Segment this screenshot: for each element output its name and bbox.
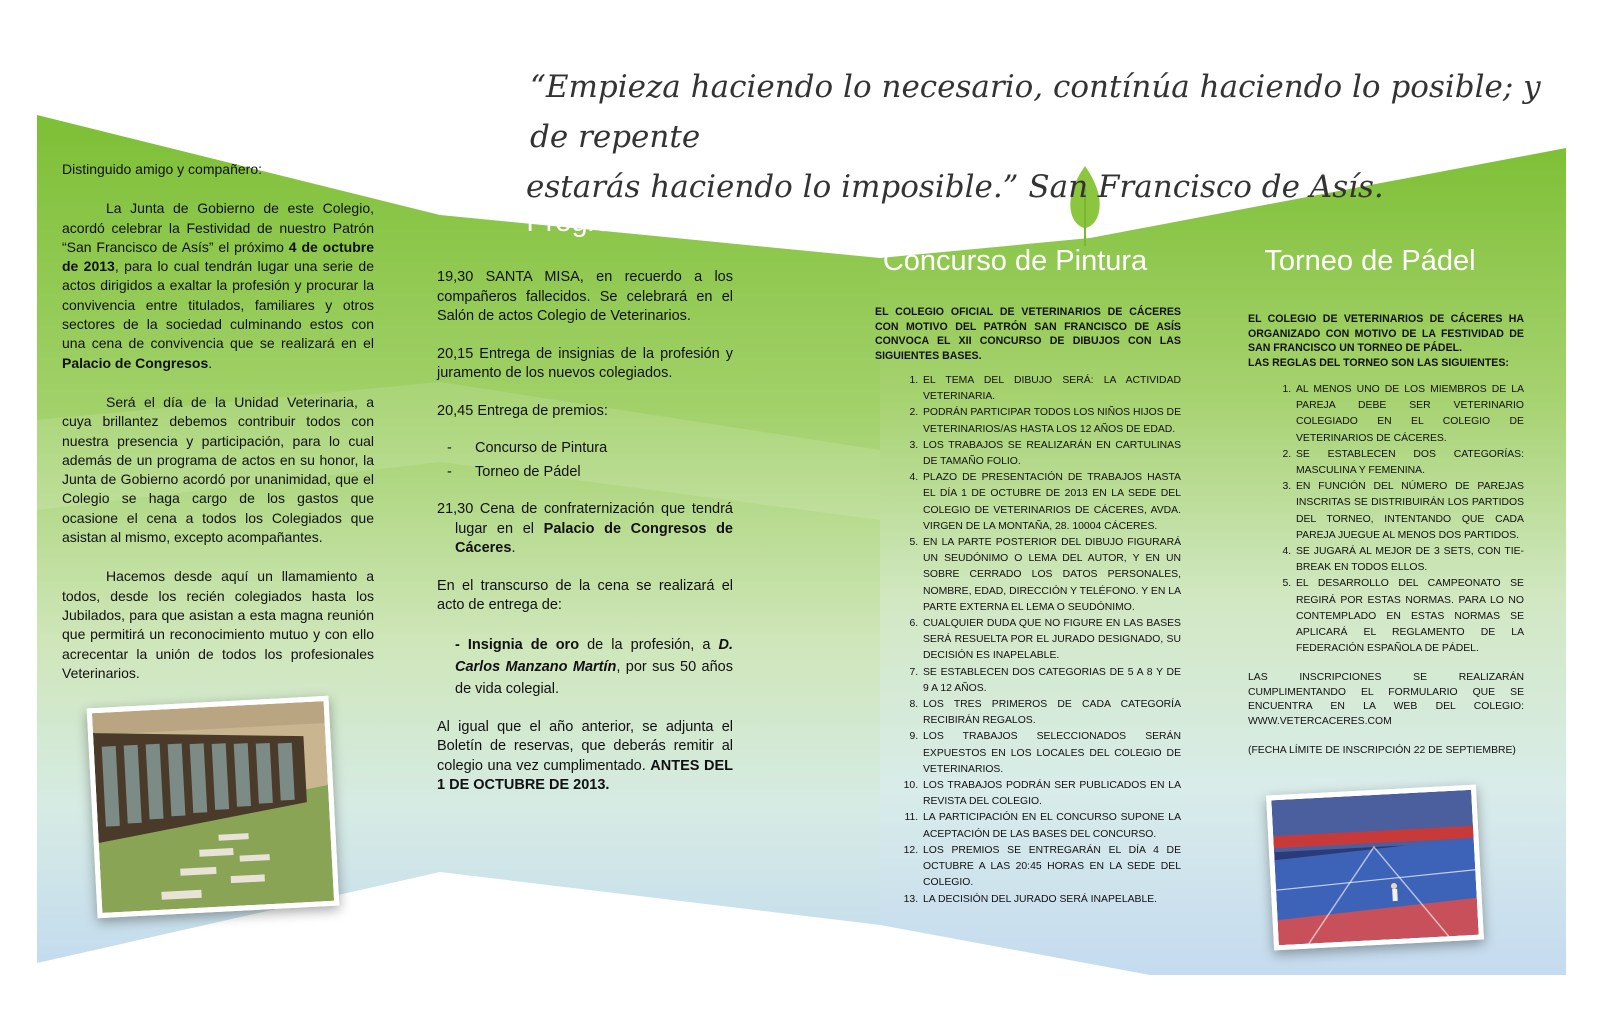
quote-san-francisco [526, 62, 1550, 212]
rule-item: 3. EN FUNCIÓN DEL NÚMERO DE PAREJAS INSCRITAS SE DISTRIBUIRÁN LOS PARTIDOS DEL TORNEO, INTENTANDO QUE CADA PAREJA JUEGUE AL MENOS DOS PARTIDOS. [1294, 479, 1524, 544]
premios-list-item [447, 463, 733, 483]
rule-item: 5. EN LA PARTE POSTERIOR DEL DIBUJO FIGURARÁ UN SEUDÓNIMO O LEMA DEL AUTOR, Y EN UN SOBRE CERRADO LOS DATOS PERSONALES, NOMBRE, EDAD, DIRECCIÓN Y TELÉFONO. Y EN LA PARTE EXTERNA EL LEMA O SEUDÓNIMO. [921, 535, 1181, 616]
torneo-column [1248, 312, 1524, 760]
cena-text: 21,30 Cena de confraternización que tendrá lugar en el [437, 501, 733, 537]
cena-end: . [511, 540, 516, 556]
rule-item: 2. SE ESTABLECEN DOS CATEGORÍAS: MASCULINA Y FEMENINA. [1294, 447, 1524, 479]
letter-column [62, 160, 374, 683]
rule-item: 1. AL MENOS UNO DE LOS MIEMBROS DE LA PAREJA DEBE SER VETERINARIO COLEGIADO EN EL COLEGIO DE VETERINARIOS DE CÁCERES. [1294, 382, 1524, 447]
programa-cena-entrega: En el transcurso de la cena se realizará el acto de entrega de: [437, 577, 733, 613]
rule-item: 7. SE ESTABLECEN DOS CATEGORIAS DE 5 A 8 Y DE 9 A 12 AÑOS. [921, 665, 1181, 697]
rule-item: 12. LOS PREMIOS SE ENTREGARÁN EL DÍA 4 DE OCTUBRE A LAS 20:45 HORAS EN LA SEDE DEL COLEGIO. [921, 843, 1181, 892]
rule-item: 2. PODRÁN PARTICIPAR TODOS LOS NIÑOS HIJOS DE VETERINARIOS/AS HASTA LOS 12 AÑOS DE EDAD. [921, 405, 1181, 437]
rule-item: 11. LA PARTICIPACIÓN EN EL CONCURSO SUPONE LA ACEPTACIÓN DE LAS BASES DEL CONCURSO. [921, 810, 1181, 842]
rule-item: 10. LOS TRABAJOS PODRÁN SER PUBLICADOS EN LA REVISTA DEL COLEGIO. [921, 778, 1181, 810]
programa-insignia-oro [437, 634, 733, 700]
letter-p1-text: La Junta de Gobierno de este Colegio, acordó celebrar la Festividad de nuestro Patrón “San Francisco de Asís” el próximo [62, 200, 374, 255]
programa-item-premios: 20,45 Entrega de premios: [437, 402, 608, 419]
letter-p1-end: . [208, 354, 213, 371]
concurso-title: Concurso de Pintura [882, 245, 1148, 277]
rule-item: 3. LOS TRABAJOS SE REALIZARÁN EN CARTULINAS DE TAMAÑO FOLIO. [921, 438, 1181, 470]
premio-torneo-padel: Torneo de Pádel [475, 463, 581, 480]
torneo-intro: EL COLEGIO DE VETERINARIOS DE CÁCERES HA ORGANIZADO CON MOTIVO DE LA FESTIVIDAD DE SAN FRANCISCO UN TORNEO DE PÁDEL. [1248, 313, 1524, 354]
quote-line-1: “Empieza haciendo lo necesario, contínúa haciendo lo posible; y de repente [530, 69, 1541, 155]
letter-paragraph-3: Hacemos desde aquí un llamamiento a todos, desde los recién colegiados hasta los Jubilados, para que asistan a esta magna reunión que permitirá un reconocimiento mutuo y con ello acrecentar la unión de todos los profesionales Veterinarios. [62, 568, 374, 681]
rule-item: 9. LOS TRABAJOS SELECCIONADOS SERÁN EXPUESTOS EN LOS LOCALES DEL COLEGIO DE VETERINARIOS. [921, 729, 1181, 778]
insignia-text-end: , por sus 50 años de vida colegial. [455, 658, 733, 697]
concurso-column [875, 305, 1181, 908]
premio-concurso-pintura: Concurso de Pintura [475, 440, 608, 456]
letter-p1-text-2: , para lo cual tendrán lugar una serie de actos dirigidos a exaltar la profesión y procurar la convivencia entre titulados, familiares y otros sectores de la sociedad culminando estos con una cena de convivencia que se realizará en el [62, 258, 375, 352]
letter-paragraph-1 [62, 199, 374, 373]
bullet-dash: - [447, 440, 452, 456]
programa-title: Programa [526, 206, 654, 238]
rule-item: 4. PLAZO DE PRESENTACIÓN DE TRABAJOS HASTA EL DÍA 1 DE OCTUBRE DE 2013 EN LA SEDE DEL COLEGIO DE VETERINARIOS DE CÁCERES, AVDA. VIRGEN DE LA MONTAÑA, 28. 10004 CÁCERES. [921, 470, 1181, 535]
rule-item: 6. CUALQUIER DUDA QUE NO FIGURE EN LAS BASES SERÁ RESUELTA POR EL JURADO DESIGNADO, SU DECISIÓN ES INAPELABLE. [921, 616, 1181, 665]
torneo-intro-reglas: LAS REGLAS DEL TORNEO SON LAS SIGUIENTES: [1248, 356, 1509, 369]
programa-boletin [437, 718, 733, 796]
torneo-inscripciones: LAS INSCRIPCIONES SE REALIZARÁN CUMPLIMENTANDO EL FORMULARIO QUE SE ENCUENTRA EN LA WEB DEL COLEGIO: WWW.VETERCACERES.COM [1248, 672, 1524, 727]
quote-line-2: estarás haciendo lo imposible.” San Francisco de Asís. [526, 169, 1384, 205]
programa-item-cena [437, 500, 733, 559]
concurso-rules-list [875, 373, 1181, 908]
letter-p1-date: 4 de octubre de 2013 [62, 238, 374, 275]
premios-list [437, 439, 733, 482]
rule-item: 4. SE JUGARÁ AL MEJOR DE 3 SETS, CON TIE-BREAK EN TODOS ELLOS. [1294, 544, 1524, 576]
boletin-text: Al igual que el año anterior, se adjunta el Boletín de reservas, que deberás remitir al colegio una vez cumplimentado. [437, 718, 733, 774]
torneo-rules-list [1248, 382, 1524, 657]
programa-column [437, 268, 733, 796]
insignia-recipient: D. Carlos Manzano Martín [455, 636, 733, 675]
padel-court-photo [1266, 785, 1484, 951]
palacio-congresos-photo [87, 696, 340, 918]
torneo-fecha-limite: (FECHA LÍMITE DE INSCRIPCIÓN 22 DE SEPTIEMBRE) [1248, 745, 1516, 757]
letter-salutation: Distinguido amigo y compañero: [62, 161, 262, 177]
programa-item-insignias: 20,15 Entrega de insignias de la profesión y juramento de los nuevos colegiados. [437, 345, 733, 381]
boletin-deadline: ANTES DEL 1 DE OCTUBRE DE 2013. [437, 757, 733, 793]
rule-item: 8. LOS TRES PRIMEROS DE CADA CATEGORÍA RECIBIRÁN REGALOS. [921, 697, 1181, 729]
letter-paragraph-2: Será el día de la Unidad Veterinaria, a cuya brillantez debemos contribuir todos con nuestra presencia y participación, para lo cual además de un programa de actos en su honor, la Junta de Gobierno acordó por unanimidad, que el Colegio se haga cargo de los gastos que ocasione el cena a todos los Colegiados que asistan al mismo, excepto acompañantes. [62, 393, 374, 546]
cena-place: Palacio de Congresos de Cáceres [455, 520, 733, 556]
letter-p1-place: Palacio de Congresos [62, 354, 209, 371]
bullet-dash: - [447, 463, 452, 480]
torneo-title: Torneo de Pádel [1264, 245, 1476, 277]
insignia-label: - Insignia de oro [455, 636, 580, 653]
rule-item: 1. EL TEMA DEL DIBUJO SERÁ: LA ACTIVIDAD VETERINARIA. [921, 373, 1181, 405]
rule-item: 5. EL DESARROLLO DEL CAMPEONATO SE REGIRÁ POR ESTAS NORMAS. PARA LO NO CONTEMPLADO EN ESTAS NORMAS SE APLICARÁ EL REGLAMENTO DE LA FEDERACIÓN ESPAÑOLA DE PÁDEL. [1294, 576, 1524, 657]
insignia-text: de la profesión, a [579, 636, 719, 653]
rule-item: 13. LA DECISIÓN DEL JURADO SERÁ INAPELABLE. [921, 892, 1181, 908]
concurso-intro: EL COLEGIO OFICIAL DE VETERINARIOS DE CÁCERES CON MOTIVO DEL PATRÓN SAN FRANCISCO DE ASÍS CONVOCA EL XII CONCURSO DE DIBUJOS CON LAS SIGUIENTES BASES. [875, 306, 1181, 362]
premios-list-item [447, 439, 733, 459]
programa-item-misa: 19,30 SANTA MISA, en recuerdo a los compañeros fallecidos. Se celebrará en el Salón de actos Colegio de Veterinarios. [437, 269, 733, 324]
